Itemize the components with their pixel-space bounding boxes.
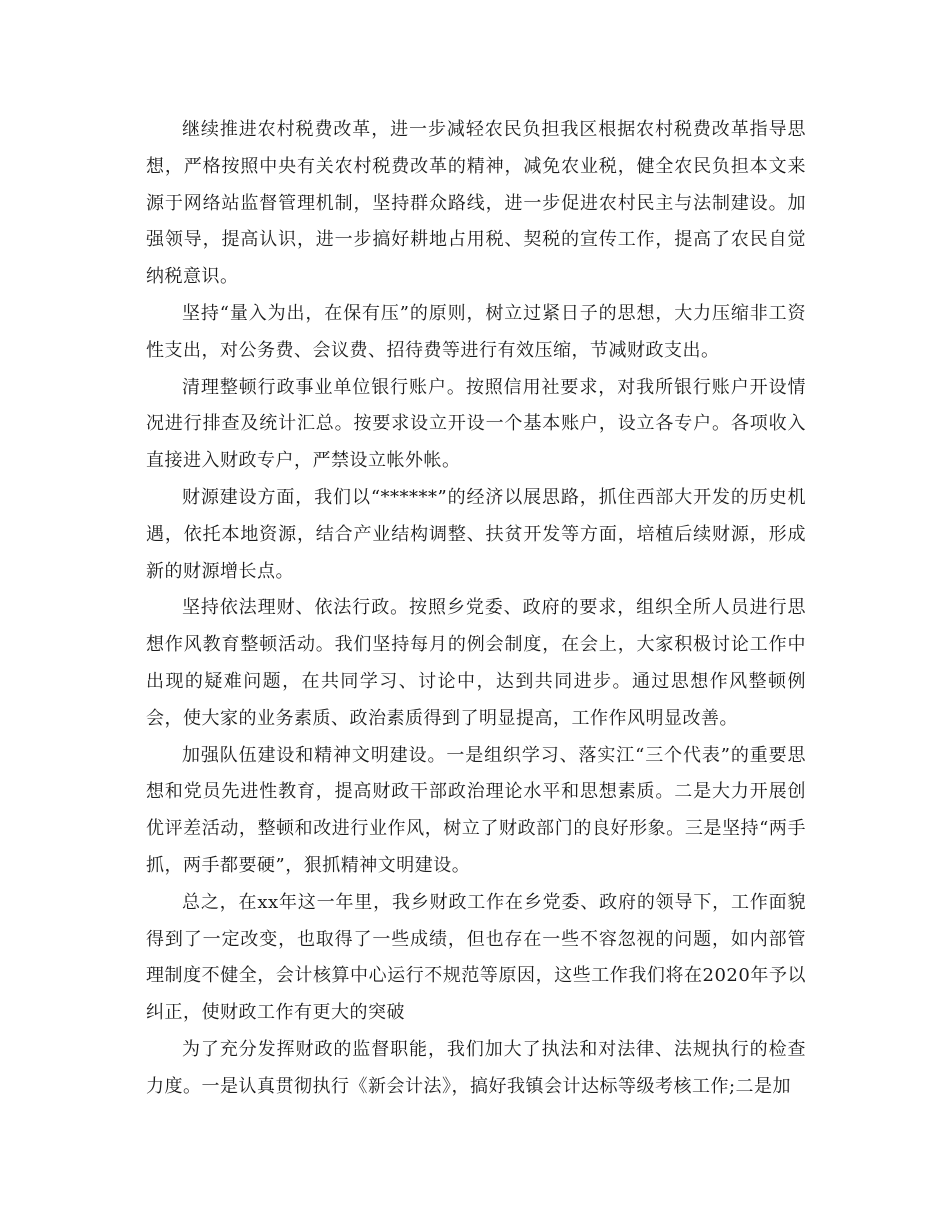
paragraph-rule-of-law: 坚持依法理财、依法行政。按照乡党委、政府的要求，组织全所人员进行思想作风教育整顿活动。我们坚持每月的例会制度，在会上，大家积极讨论工作中出现的疑难问题，在共同学习、讨论中，达到共同进步。通过思想作风整顿例会，使大家的业务素质、政治素质得到了明显提高，工作作风明显改善。 xyxy=(146,597,806,729)
document-page xyxy=(146,112,806,1106)
paragraph-supervision: 为了充分发挥财政的监督职能，我们加大了执法和对法律、法规执行的检查力度。一是认真贯彻执行《新会计法》，搞好我镇会计达标等级考核工作;二是加 xyxy=(146,1038,806,1097)
paragraph-expenditure-control: 坚持“量入为出，在保有压”的原则，树立过紧日子的思想，大力压缩非工资性支出，对公务费、会议费、招待费等进行有效压缩，节减财政支出。 xyxy=(146,302,806,361)
paragraph-summary: 总之，在xx年这一年里，我乡财政工作在乡党委、政府的领导下，工作面貌得到了一定改变，也取得了一些成绩，但也存在一些不容忽视的问题，如内部管理制度不健全，会计核算中心运行不规范等原因，这些工作我们将在2020年予以纠正，使财政工作有更大的突破 xyxy=(146,891,806,1024)
paragraph-bank-accounts: 清理整顿行政事业单位银行账户。按照信用社要求，对我所银行账户开设情况进行排查及统计汇总。按要求设立开设一个基本账户，设立各专户。各项收入直接进入财政专户，严禁设立帐外帐。 xyxy=(146,376,806,472)
paragraph-team-building: 加强队伍建设和精神文明建设。一是组织学习、落实江“三个代表”的重要思想和党员先进性教育，提高财政干部政治理论水平和思想素质。二是大力开展创优评差活动，整顿和改进行业作风，树立了财政部门的良好形象。三是坚持“两手抓，两手都要硬”，狠抓精神文明建设。 xyxy=(146,744,806,876)
paragraph-revenue-sources: 财源建设方面，我们以“******”的经济以展思路，抓住西部大开发的历史机遇，依托本地资源，结合产业结构调整、扶贫开发等方面，培植后续财源，形成新的财源增长点。 xyxy=(146,486,806,582)
paragraph-tax-reform: 继续推进农村税费改革，进一步减轻农民负担我区根据农村税费改革指导思想，严格按照中央有关农村税费改革的精神，减免农业税，健全农民负担本文来源于网络站监督管理机制，坚持群众路线，进一步促进农村民主与法制建设。加强领导，提高认识，进一步搞好耕地占用税、契税的宣传工作，提高了农民自觉纳税意识。 xyxy=(146,119,806,288)
